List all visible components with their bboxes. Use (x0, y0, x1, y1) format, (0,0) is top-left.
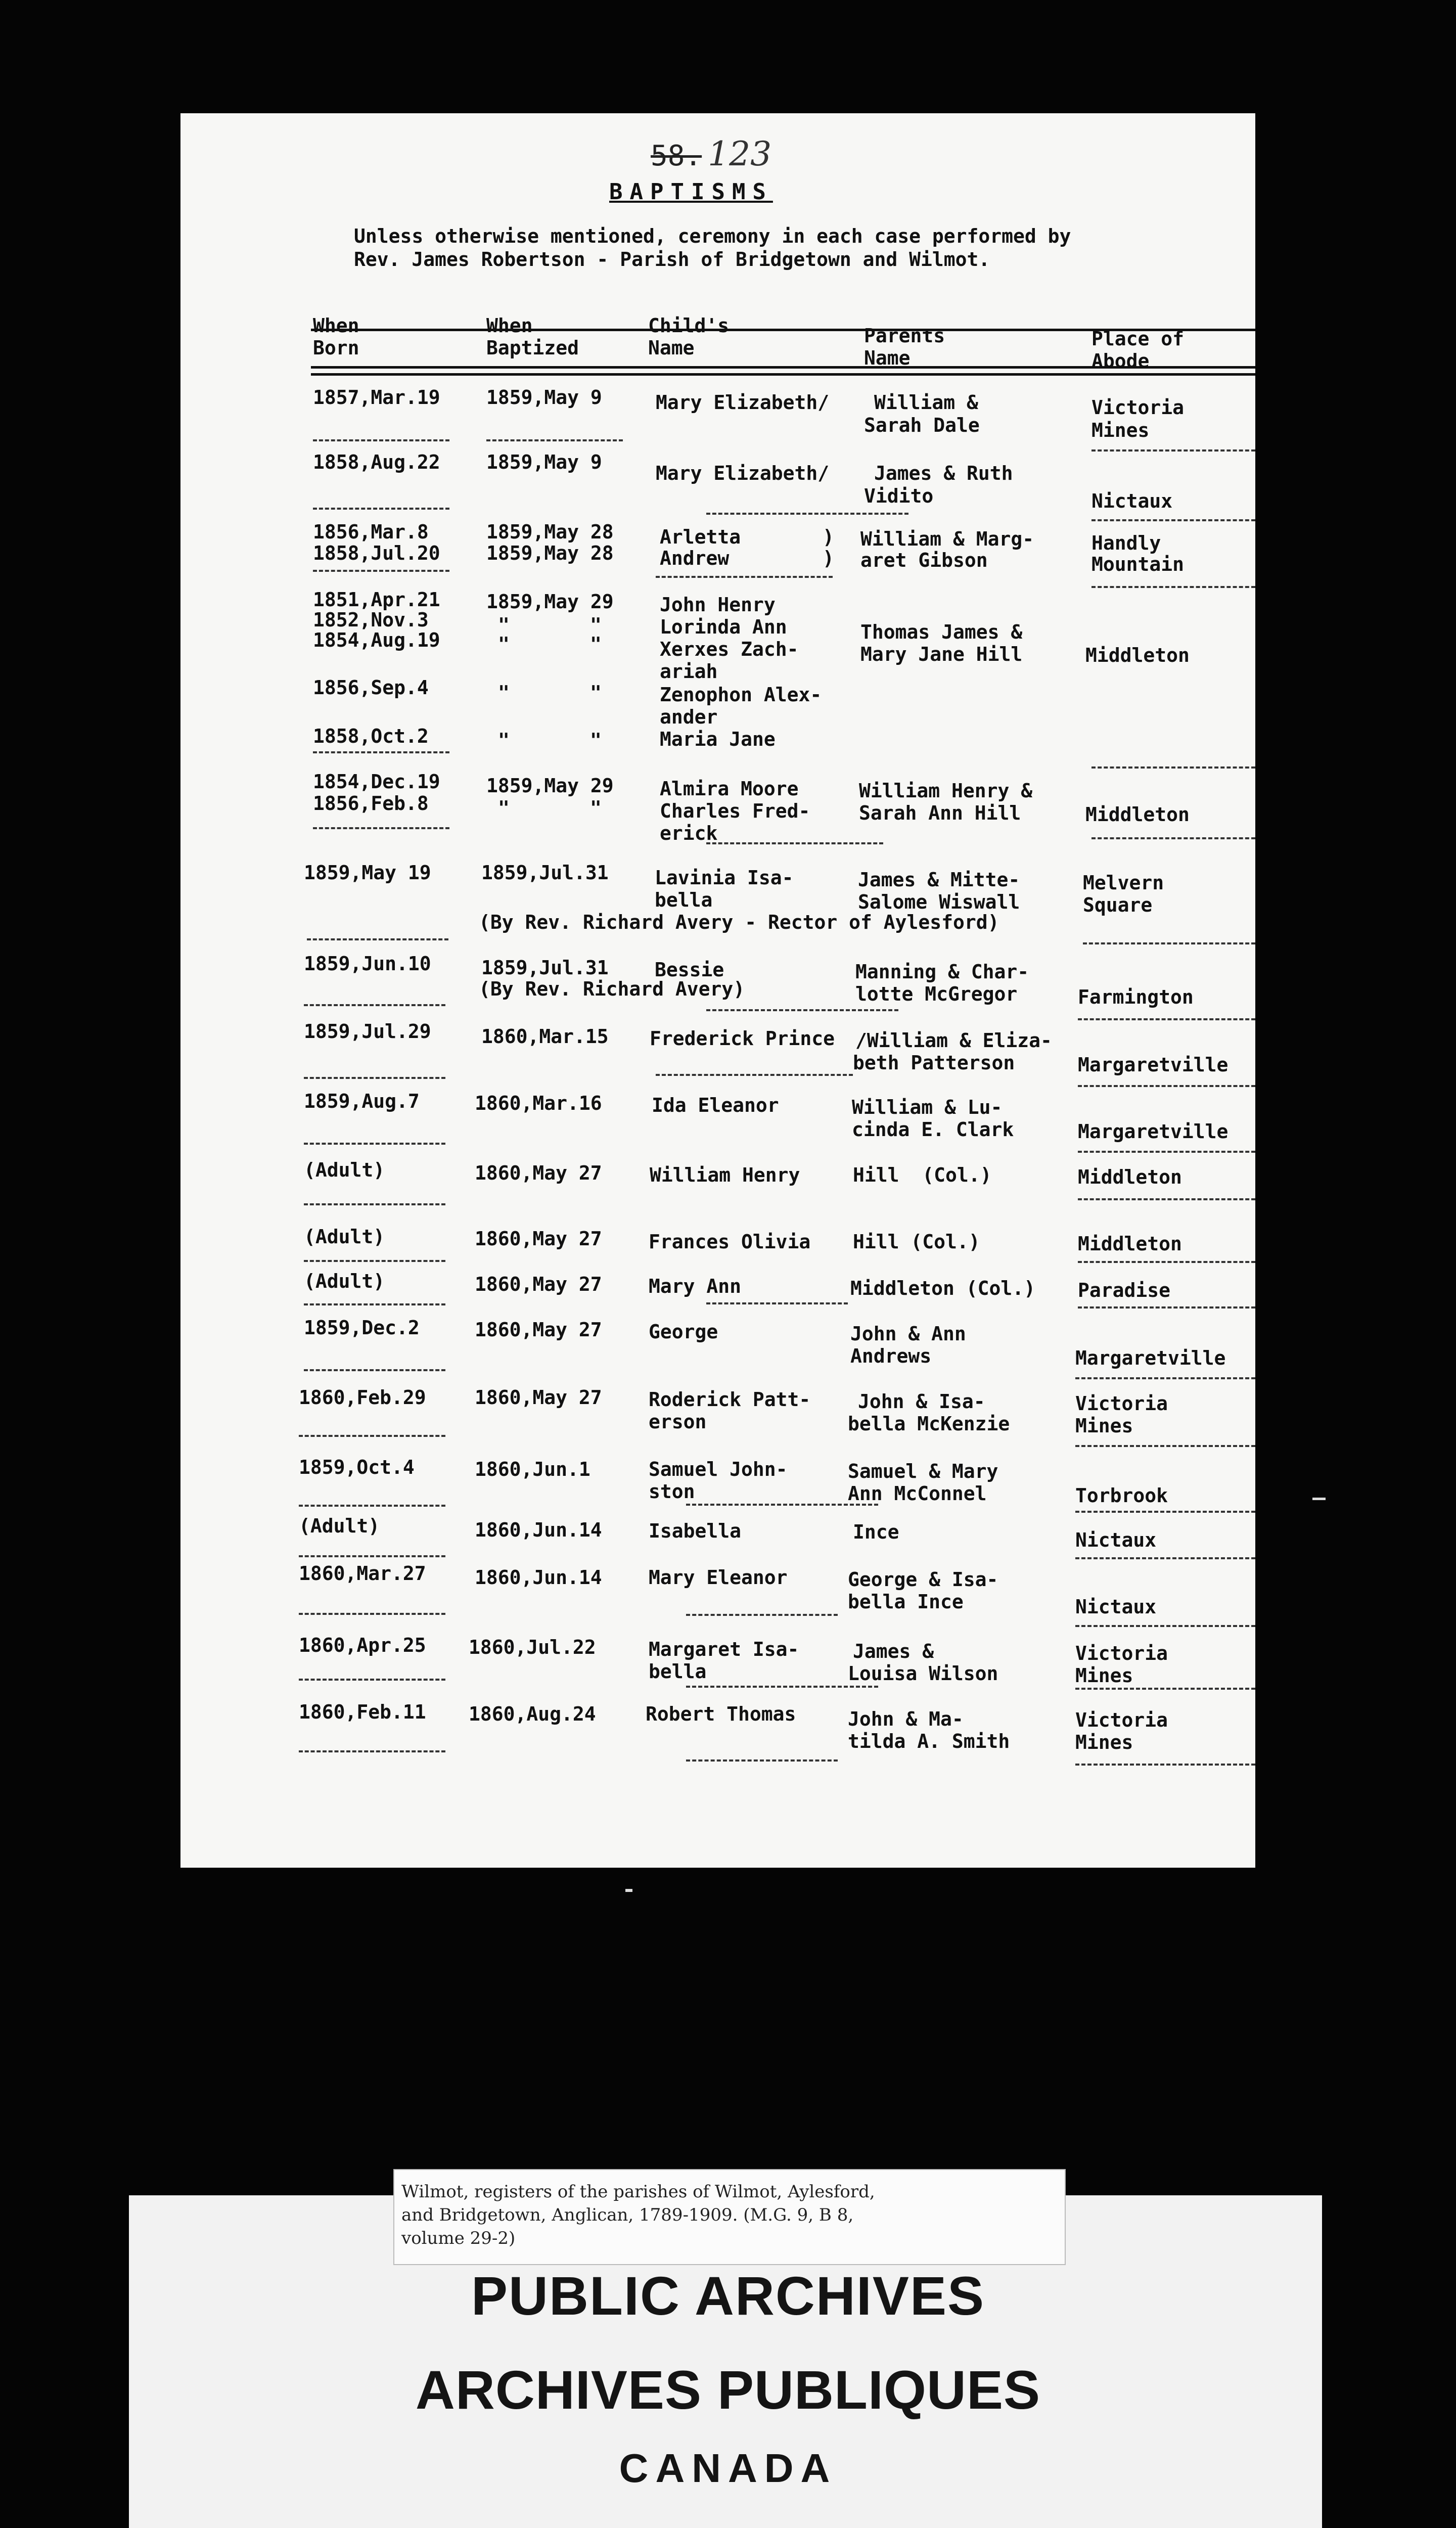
row-separator (299, 1555, 445, 1557)
row-separator (1078, 1306, 1255, 1308)
place-of-abode: Margaretville (1078, 1120, 1228, 1143)
place-of-abode: Mountain (1091, 553, 1185, 575)
child-name: Mary Ann (649, 1275, 742, 1297)
ditto-mark: " (590, 729, 602, 751)
parents-name: Hill (Col.) (853, 1231, 980, 1253)
parents-name: Sarah Ann Hill (859, 802, 1021, 824)
place-of-abode: Nictaux (1075, 1596, 1157, 1618)
row-separator (313, 751, 449, 753)
header-line: When (486, 314, 533, 337)
born-date: 1856,Mar.8 (313, 521, 429, 543)
reference-line: and Bridgetown, Anglican, 1789-1909. (M.G. 9, B 8, (401, 2205, 854, 2225)
born-date: (Adult) (299, 1515, 380, 1537)
baptized-date: 1859,May 28 (486, 521, 614, 543)
born-date: (Adult) (304, 1270, 385, 1292)
born-date: 1858,Aug.22 (313, 451, 440, 473)
archive-reference-label (393, 2169, 1066, 2265)
row-separator (686, 1686, 878, 1688)
place-of-abode: Middleton (1078, 1233, 1182, 1255)
row-separator (313, 827, 449, 829)
column-header-when-born (313, 314, 359, 359)
born-date: 1856,Feb.8 (313, 792, 429, 815)
row-separator (1075, 1625, 1255, 1627)
register-page (180, 113, 1255, 1868)
row-separator (299, 1679, 445, 1681)
born-date: 1859,Oct.4 (299, 1456, 415, 1478)
row-separator (656, 576, 833, 578)
row-separator (1091, 766, 1255, 769)
baptized-date: 1860,May 27 (475, 1228, 602, 1250)
baptized-date: 1860,Jun.14 (475, 1566, 602, 1589)
place-of-abode: Nictaux (1075, 1529, 1157, 1551)
place-of-abode: Mines (1091, 419, 1150, 441)
child-name: Charles Fred- (660, 800, 810, 822)
ditto-mark: " (590, 682, 602, 704)
column-header-place-of-abode (1091, 328, 1184, 372)
row-separator (1078, 1151, 1255, 1153)
baptized-date: 1860,Jun.1 (475, 1458, 590, 1480)
row-separator (686, 1759, 838, 1762)
header-line: Abode (1091, 350, 1150, 372)
born-date: 1858,Oct.2 (313, 725, 429, 747)
ditto-mark: " (590, 614, 602, 636)
row-separator (1091, 586, 1255, 588)
child-name: Arletta (660, 526, 741, 548)
child-name: erick (660, 822, 718, 844)
bracket: ) (823, 526, 834, 548)
born-date: 1859,Aug.7 (304, 1090, 420, 1112)
row-separator (1078, 1261, 1255, 1263)
baptized-date: 1859,May 29 (486, 591, 614, 613)
handwritten-page-number: 123 (708, 134, 772, 173)
parents-name: Andrews (850, 1345, 932, 1367)
parents-name: Middleton (Col.) (850, 1277, 1036, 1299)
ditto-mark: " (498, 614, 510, 636)
row-separator (307, 938, 448, 940)
born-date: 1851,Apr.21 (313, 589, 440, 611)
parents-name: John & Isa- (858, 1390, 985, 1413)
born-date: 1852,Nov.3 (313, 609, 429, 631)
place-of-abode: Mines (1075, 1664, 1133, 1687)
header-line: Name (864, 347, 911, 369)
parents-name: bella Ince (848, 1591, 964, 1613)
officiant-note: (By Rev. Richard Avery - Rector of Aylesford) (479, 911, 999, 933)
child-name: Robert Thomas (646, 1703, 796, 1725)
place-of-abode: Victoria (1075, 1392, 1168, 1415)
baptized-date: 1859,Jul.31 (481, 862, 609, 884)
born-date: 1860,Feb.29 (299, 1386, 426, 1409)
place-of-abode: Margaretville (1078, 1054, 1228, 1076)
page-title: BAPTISMS (609, 179, 773, 205)
row-separator (706, 1009, 898, 1011)
place-of-abode: Torbrook (1075, 1484, 1168, 1507)
child-name: Roderick Patt- (649, 1388, 811, 1411)
parents-name: Salome Wiswall (858, 891, 1020, 913)
ditto-mark: " (498, 633, 510, 655)
child-name: Samuel John- (649, 1458, 788, 1480)
child-name: ariah (660, 660, 718, 683)
parents-name: George & Isa- (848, 1568, 998, 1591)
child-name: William Henry (650, 1164, 800, 1186)
child-name: George (649, 1321, 718, 1343)
row-separator (706, 1302, 848, 1304)
row-separator (706, 842, 883, 844)
archive-name-english: PUBLIC ARCHIVES (471, 2265, 985, 2326)
row-separator (304, 1303, 445, 1305)
row-separator (313, 508, 449, 510)
header-rule-bottom (311, 366, 1255, 369)
header-line: Baptized (486, 337, 579, 359)
parents-name: Hill (Col.) (853, 1164, 992, 1186)
parents-name: William & Marg- (860, 528, 1034, 550)
header-line: Name (648, 337, 695, 359)
place-of-abode: Mines (1075, 1415, 1133, 1437)
parents-name: James & Mitte- (858, 869, 1020, 891)
baptized-date: 1859,May 28 (486, 542, 614, 564)
row-separator (304, 1260, 445, 1262)
child-name: Frances Olivia (649, 1231, 811, 1253)
ditto-mark: " (498, 682, 510, 704)
parents-name: Ince (853, 1521, 899, 1543)
ditto-mark: " (590, 633, 602, 655)
parents-name: Manning & Char- (855, 961, 1029, 983)
row-separator (656, 1074, 853, 1076)
born-date: 1857,Mar.19 (313, 386, 440, 409)
place-of-abode: Nictaux (1091, 490, 1173, 512)
place-of-abode: Square (1083, 894, 1153, 916)
child-name: Lorinda Ann (660, 616, 787, 638)
parents-name: John & Ma- (848, 1708, 964, 1730)
parents-name: Thomas James & (860, 621, 1023, 643)
parents-name: cinda E. Clark (852, 1118, 1014, 1141)
place-of-abode: Handly (1091, 532, 1161, 554)
parents-name: William & (874, 391, 978, 414)
baptized-date: 1860,May 27 (475, 1386, 602, 1409)
header-line: Parents (864, 325, 945, 347)
born-date: 1859,Jul.29 (304, 1020, 431, 1043)
row-separator (1078, 1018, 1255, 1020)
parents-name: lotte McGregor (855, 983, 1018, 1005)
row-separator (313, 570, 449, 572)
place-of-abode: Farmington (1078, 986, 1194, 1008)
baptized-date: 1859,May 29 (486, 775, 614, 797)
child-name: Frederick Prince (650, 1027, 835, 1050)
archive-country: CANADA (619, 2446, 837, 2491)
row-separator (1091, 519, 1255, 521)
film-speck (1312, 1498, 1326, 1500)
baptized-date: 1860,Jul.22 (469, 1636, 596, 1658)
place-of-abode: Victoria (1075, 1642, 1168, 1664)
born-date: 1859,Jun.10 (304, 953, 431, 975)
child-name: Almira Moore (660, 778, 799, 800)
baptized-date: 1860,Aug.24 (469, 1703, 596, 1725)
baptized-date: 1859,May 9 (486, 451, 602, 473)
header-line: Child's (648, 314, 730, 337)
baptized-date: 1860,Mar.16 (475, 1092, 602, 1114)
born-date: 1860,Feb.11 (299, 1701, 426, 1723)
place-of-abode: Victoria (1091, 396, 1185, 419)
child-name: Andrew (660, 547, 730, 569)
row-separator (304, 1203, 445, 1205)
place-of-abode: Victoria (1075, 1709, 1168, 1731)
row-separator (1075, 1511, 1255, 1513)
child-name: Mary Elizabeth/ (656, 462, 830, 484)
child-name: Mary Elizabeth/ (656, 391, 830, 414)
row-separator (706, 513, 908, 515)
child-name: Mary Eleanor (649, 1566, 788, 1589)
row-separator (313, 439, 449, 441)
parents-name: /William & Eliza- (855, 1029, 1052, 1052)
row-separator (1078, 1085, 1255, 1087)
row-separator (1075, 1377, 1255, 1379)
row-separator (304, 1077, 445, 1079)
row-separator (1075, 1557, 1255, 1559)
parents-name: bella McKenzie (848, 1413, 1010, 1435)
header-rule-double (311, 373, 1255, 376)
parents-name: John & Ann (850, 1323, 966, 1345)
reference-line: Wilmot, registers of the parishes of Wilmot, Aylesford, (401, 2182, 875, 2202)
child-name: Ida Eleanor (652, 1094, 779, 1116)
born-date: 1860,Mar.27 (299, 1562, 426, 1585)
page-number (651, 134, 771, 173)
row-separator (1075, 1764, 1255, 1766)
parents-name: James & (853, 1640, 934, 1662)
child-name: Margaret Isa- (649, 1638, 799, 1660)
child-name: Lavinia Isa- (655, 867, 794, 889)
child-name: bella (649, 1660, 707, 1683)
born-date: 1856,Sep.4 (313, 676, 429, 699)
row-separator (299, 1435, 445, 1437)
place-of-abode: Paradise (1078, 1279, 1171, 1301)
parents-name: Ann McConnel (848, 1482, 987, 1505)
row-separator (486, 439, 623, 441)
child-name: Maria Jane (660, 728, 776, 750)
born-date: 1858,Jul.20 (313, 542, 440, 564)
header-rule-top (311, 329, 1255, 331)
parents-name: beth Patterson (853, 1052, 1015, 1074)
row-separator (1091, 837, 1255, 839)
row-separator (1075, 1688, 1255, 1690)
intro-line-2: Rev. James Robertson - Parish of Bridgetown and Wilmot. (354, 248, 990, 270)
column-header-child-name (648, 314, 729, 359)
baptized-date: 1860,Jun.14 (475, 1519, 602, 1541)
place-of-abode: Middleton (1078, 1166, 1182, 1188)
born-date: 1860,Apr.25 (299, 1634, 426, 1656)
bracket: ) (823, 547, 834, 569)
parents-name: William & Lu- (852, 1096, 1003, 1118)
baptized-date: 1859,May 9 (486, 386, 602, 409)
child-name: ston (649, 1480, 695, 1503)
child-name: John Henry (660, 594, 776, 616)
child-name: Bessie (655, 959, 724, 981)
born-date: 1854,Dec.19 (313, 771, 440, 793)
child-name: erson (649, 1411, 707, 1433)
ditto-mark: " (498, 729, 510, 751)
parents-name: tilda A. Smith (848, 1730, 1010, 1752)
place-of-abode: Melvern (1083, 872, 1164, 894)
born-date: 1859,Dec.2 (304, 1317, 420, 1339)
child-name: Isabella (649, 1520, 742, 1542)
row-separator (304, 1369, 445, 1371)
intro-text (354, 224, 1213, 271)
row-separator (299, 1613, 445, 1615)
intro-line-1: Unless otherwise mentioned, ceremony in each case performed by (354, 225, 1071, 247)
place-of-abode: Middleton (1085, 644, 1190, 666)
header-line: When (313, 314, 359, 337)
header-line: Born (313, 337, 359, 359)
child-name: Zenophon Alex- (660, 684, 822, 706)
baptized-date: 1860,May 27 (475, 1319, 602, 1341)
column-header-parents-name (864, 325, 945, 369)
child-name: Xerxes Zach- (660, 638, 799, 660)
row-separator (304, 1004, 445, 1006)
row-separator (299, 1750, 445, 1752)
born-date: 1854,Aug.19 (313, 629, 440, 651)
row-separator (1083, 942, 1255, 944)
ditto-mark: " (498, 797, 510, 819)
baptized-date: 1859,Jul.31 (481, 957, 609, 979)
row-separator (304, 1143, 445, 1145)
place-of-abode: Margaretville (1075, 1347, 1226, 1369)
officiant-note: (By Rev. Richard Avery) (479, 978, 745, 1000)
struck-page-number: 58. (651, 140, 702, 172)
baptized-date: 1860,Mar.15 (481, 1025, 609, 1048)
child-name: ander (660, 706, 718, 728)
row-separator (299, 1505, 445, 1507)
place-of-abode: Middleton (1085, 803, 1190, 826)
row-separator (686, 1504, 878, 1506)
parents-name: James & Ruth (874, 462, 1013, 484)
baptized-date: 1860,May 27 (475, 1273, 602, 1295)
header-line: Place of (1091, 328, 1185, 350)
reference-line: volume 29-2) (401, 2228, 516, 2248)
born-date: (Adult) (304, 1226, 385, 1248)
parents-name: Sarah Dale (864, 414, 980, 436)
ditto-mark: " (590, 797, 602, 819)
row-separator (1075, 1445, 1255, 1447)
parents-name: aret Gibson (860, 549, 988, 571)
row-separator (686, 1614, 838, 1616)
child-name: bella (655, 889, 713, 911)
parents-name: Mary Jane Hill (860, 643, 1023, 665)
born-date: (Adult) (304, 1159, 385, 1181)
film-speck (625, 1889, 632, 1892)
born-date: 1859,May 19 (304, 862, 431, 884)
archive-name-french: ARCHIVES PUBLIQUES (415, 2359, 1041, 2420)
row-separator (1091, 449, 1255, 452)
parents-name: Samuel & Mary (848, 1460, 998, 1482)
parents-name: William Henry & (859, 780, 1033, 802)
column-header-when-baptized (486, 314, 579, 359)
baptized-date: 1860,May 27 (475, 1162, 602, 1184)
parents-name: Louisa Wilson (848, 1662, 998, 1685)
row-separator (1078, 1198, 1255, 1200)
place-of-abode: Mines (1075, 1731, 1133, 1753)
parents-name: Vidito (864, 485, 934, 507)
